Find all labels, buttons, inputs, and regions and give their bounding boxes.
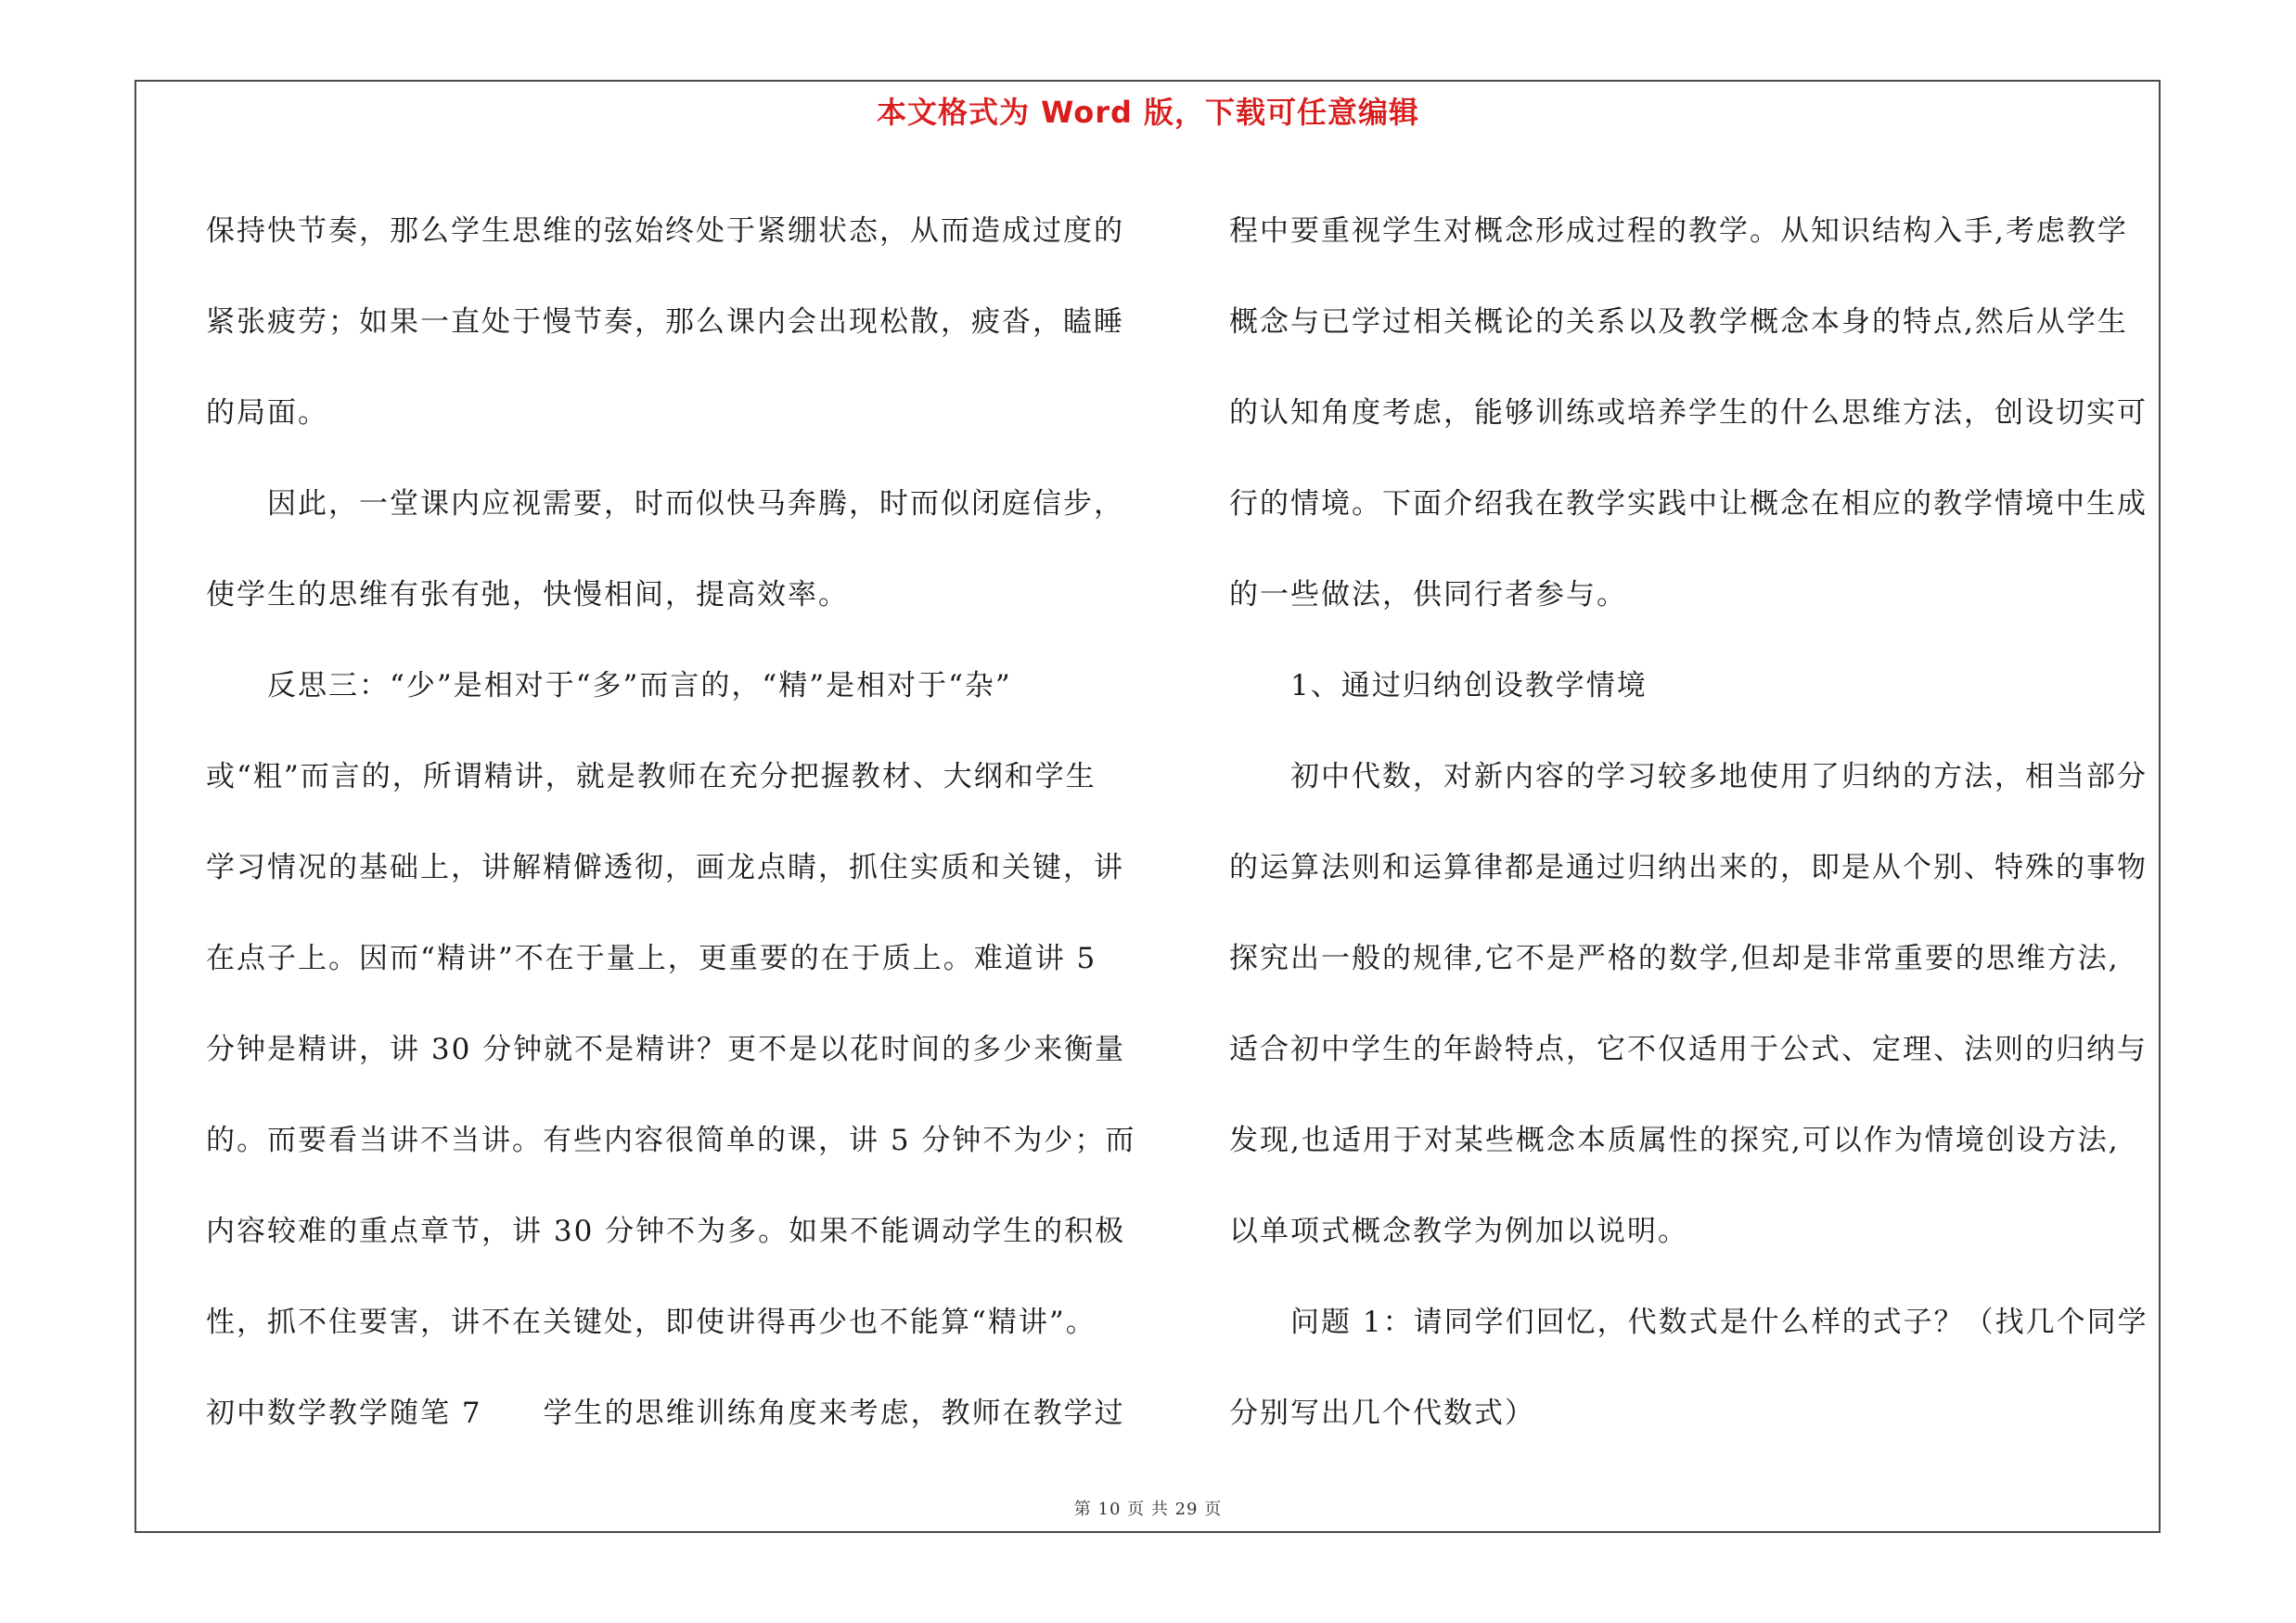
text-line: 的运算法则和运算律都是通过归纳出来的，即是从个别、特殊的事物 — [1229, 851, 2148, 884]
text-line: 程中要重视学生对概念形成过程的教学。从知识结构入手,考虑教学 — [1229, 214, 2128, 248]
word-format-banner: 本文格式为 Word 版，下载可任意编辑 — [876, 95, 1420, 130]
text-line: 紧张疲劳；如果一直处于慢节奏，那么课内会出现松散，疲沓，瞌睡 — [206, 305, 1124, 339]
text-line: 问题 1：请同学们回忆，代数式是什么样的式子？（找几个同学 — [1229, 1306, 2148, 1339]
page-number-footer: 第 10 页 共 29 页 — [1073, 1500, 1223, 1519]
text-line: 概念与已学过相关概论的关系以及教学概念本身的特点,然后从学生 — [1229, 305, 2128, 339]
text-line: 性，抓不住要害，讲不在关键处，即使讲得再少也不能算“精讲”。 — [206, 1306, 1097, 1339]
text-line: 的认知角度考虑，能够训练或培养学生的什么思维方法，创设切实可 — [1229, 396, 2148, 430]
text-line: 初中代数，对新内容的学习较多地使用了归纳的方法，相当部分 — [1229, 760, 2148, 793]
text-line: 1、通过归纳创设教学情境 — [1229, 669, 1648, 702]
text-line: 在点子上。因而“精讲”不在于量上，更重要的在于质上。难道讲 5 — [206, 942, 1097, 975]
text-line: 的。而要看当讲不当讲。有些内容很简单的课，讲 5 分钟不为少；而 — [206, 1124, 1136, 1157]
text-line: 初中数学教学随笔 7 学生的思维训练角度来考虑，教师在教学过 — [206, 1397, 1125, 1430]
text-line: 行的情境。下面介绍我在教学实践中让概念在相应的教学情境中生成 — [1229, 487, 2148, 521]
text-line: 或“粗”而言的，所谓精讲，就是教师在充分把握教材、大纲和学生 — [206, 760, 1097, 793]
text-line: 学习情况的基础上，讲解精僻透彻，画龙点睛，抓住实质和关键，讲 — [206, 851, 1124, 884]
text-line: 因此，一堂课内应视需要，时而似快马奔腾，时而似闭庭信步， — [206, 487, 1124, 521]
text-line: 发现,也适用于对某些概念本质属性的探究,可以作为情境创设方法, — [1229, 1124, 2120, 1157]
text-line: 反思三：“少”是相对于“多”而言的，“精”是相对于“杂” — [206, 669, 1012, 702]
text-line: 使学生的思维有张有弛，快慢相间，提高效率。 — [206, 578, 849, 612]
left-text-column — [206, 186, 1143, 1459]
text-line: 内容较难的重点章节，讲 30 分钟不为多。如果不能调动学生的积极 — [206, 1215, 1126, 1248]
text-line: 适合初中学生的年龄特点，它不仅适用于公式、定理、法则的归纳与 — [1229, 1033, 2148, 1066]
text-line: 的局面。 — [206, 396, 328, 430]
text-line: 保持快节奏，那么学生思维的弦始终处于紧绷状态，从而造成过度的 — [206, 214, 1124, 248]
right-text-column — [1229, 186, 2157, 1459]
text-line: 分钟是精讲，讲 30 分钟就不是精讲？更不是以花时间的多少来衡量 — [206, 1033, 1126, 1066]
text-line: 分别写出几个代数式） — [1229, 1397, 1535, 1430]
text-line: 的一些做法，供同行者参与。 — [1229, 578, 1627, 612]
text-line: 以单项式概念教学为例加以说明。 — [1229, 1215, 1688, 1248]
text-line: 探究出一般的规律,它不是严格的数学,但却是非常重要的思维方法, — [1229, 942, 2120, 975]
